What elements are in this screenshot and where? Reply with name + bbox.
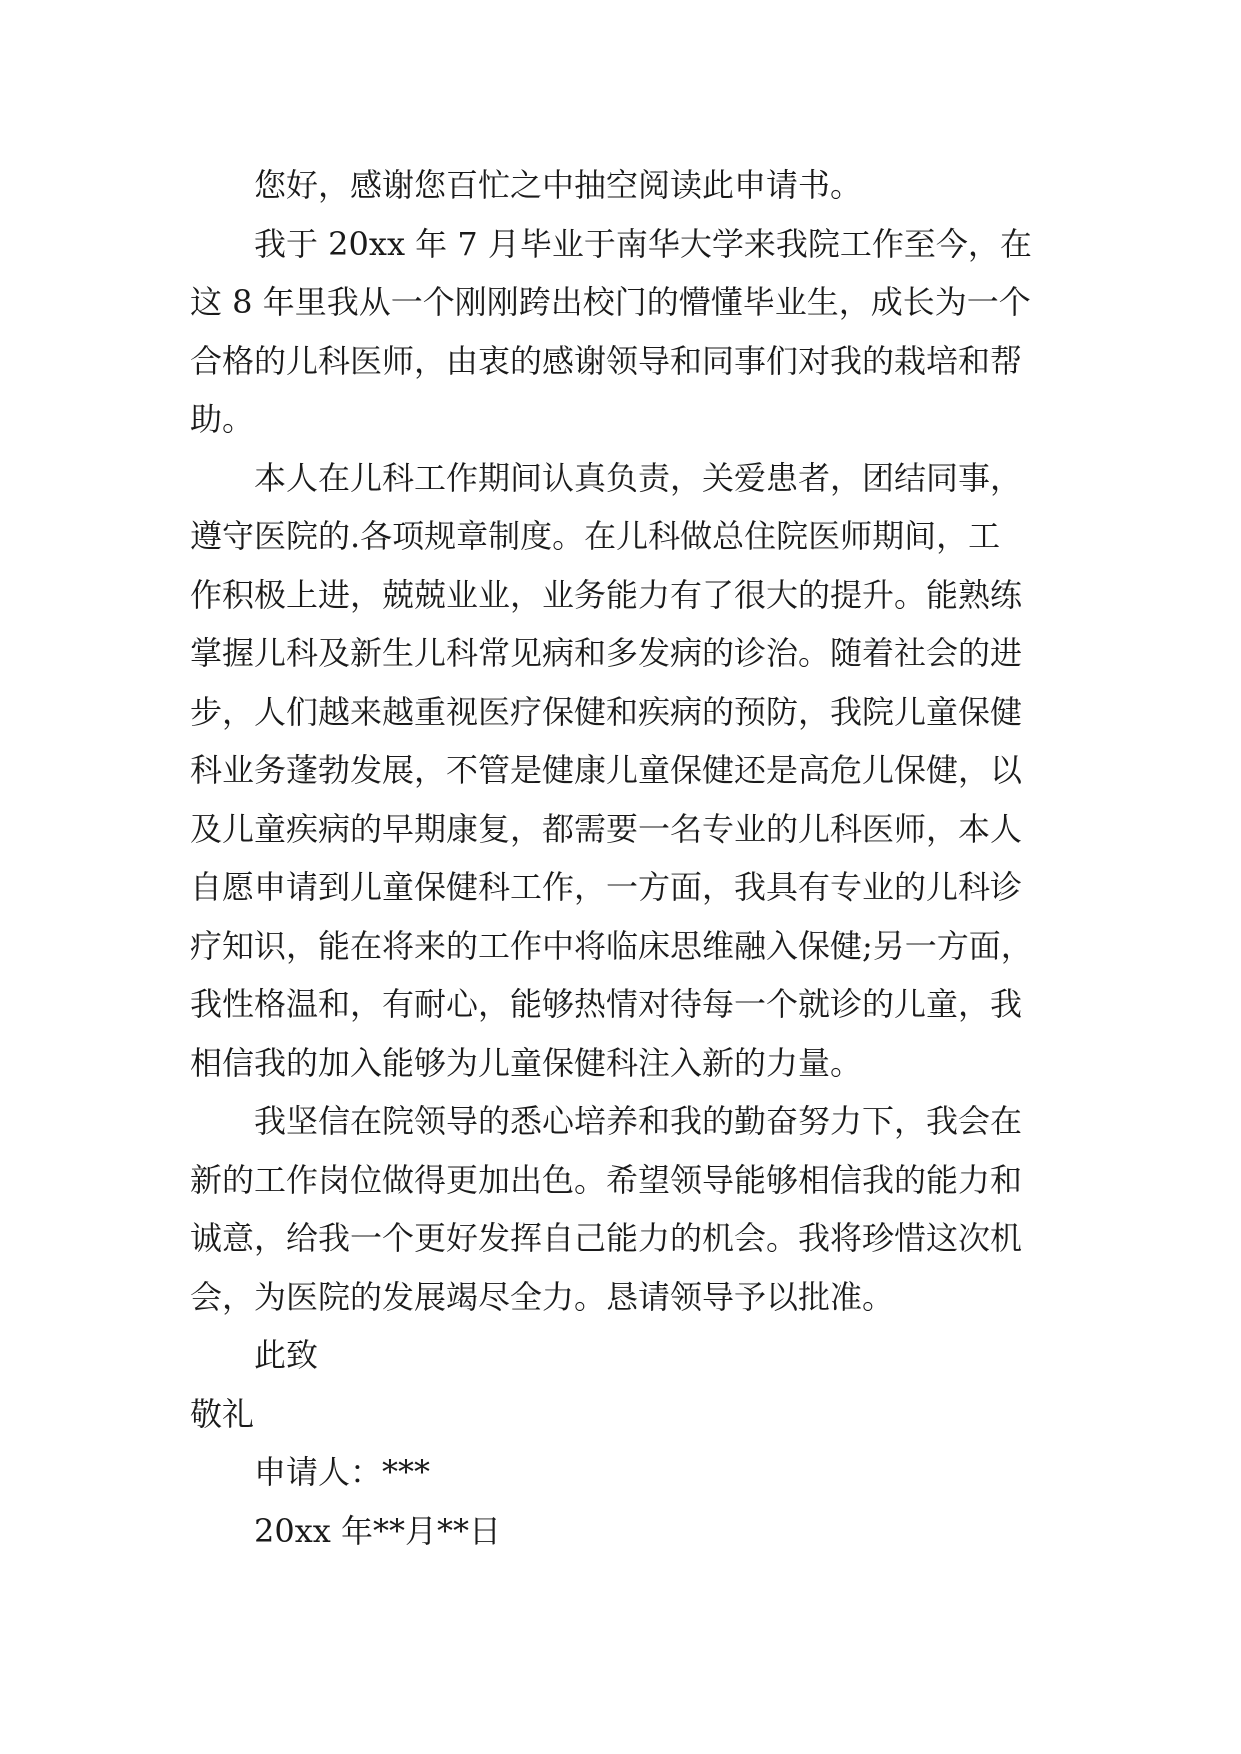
paragraph-request: 我坚信在院领导的悉心培养和我的勤奋努力下，我会在 新的工作岗位做得更加出色。希望领导能够相信我的能力和 诚意，给我一个更好发挥自己能力的机会。我将珍惜这次机 会，为医院的发展竭尽全力。恳请领导予以批准。 [190,1102,1023,1316]
closing-line: 此致 [254,1336,319,1374]
date-line: 20xx 年**月**日 [254,1511,501,1550]
paragraph-graduation: 我于 20xx 年 7 月毕业于南华大学来我院工作至今，在 这 8 年里我从一个刚刚跨出校门的懵懂毕业生，成长为一个 合格的儿科医师，由衷的感谢领导和同事们对我的栽培和帮 助。 [190,224,1032,438]
paragraph-work-experience: 本人在儿科工作期间认真负责，关爱患者，团结同事， 遵守医院的.各项规章制度。在儿科做总住院医师期间，工 作积极上进，兢兢业业，业务能力有了很大的提升。能熟练 掌握儿科及新生儿科常见病和多发病的诊治。随着社会的进 步，人们越来越重视医疗保健和疾病的预防，我院儿童保健 科业务蓬勃发展，不管是健康儿童保健还是高危儿保健，以 及儿童疾病的早期康复，都需要一名专业的儿科医师，本人 自愿申请到儿童保健科工作，一方面，我具有专业的儿科诊 疗知识，能在将来的工作中将临床思维融入保健;另一方面， 我性格温和，有耐心，能够热情对待每一个就诊的儿童，我 相信我的加入能够为儿童保健科注入新的力量。 [190,458,1033,1082]
salute-line: 敬礼 [190,1394,255,1433]
application-letter [190,156,1062,1560]
applicant-line: 申请人：*** [254,1453,431,1491]
greeting-line: 您好，感谢您百忙之中抽空阅读此申请书。 [254,166,863,204]
